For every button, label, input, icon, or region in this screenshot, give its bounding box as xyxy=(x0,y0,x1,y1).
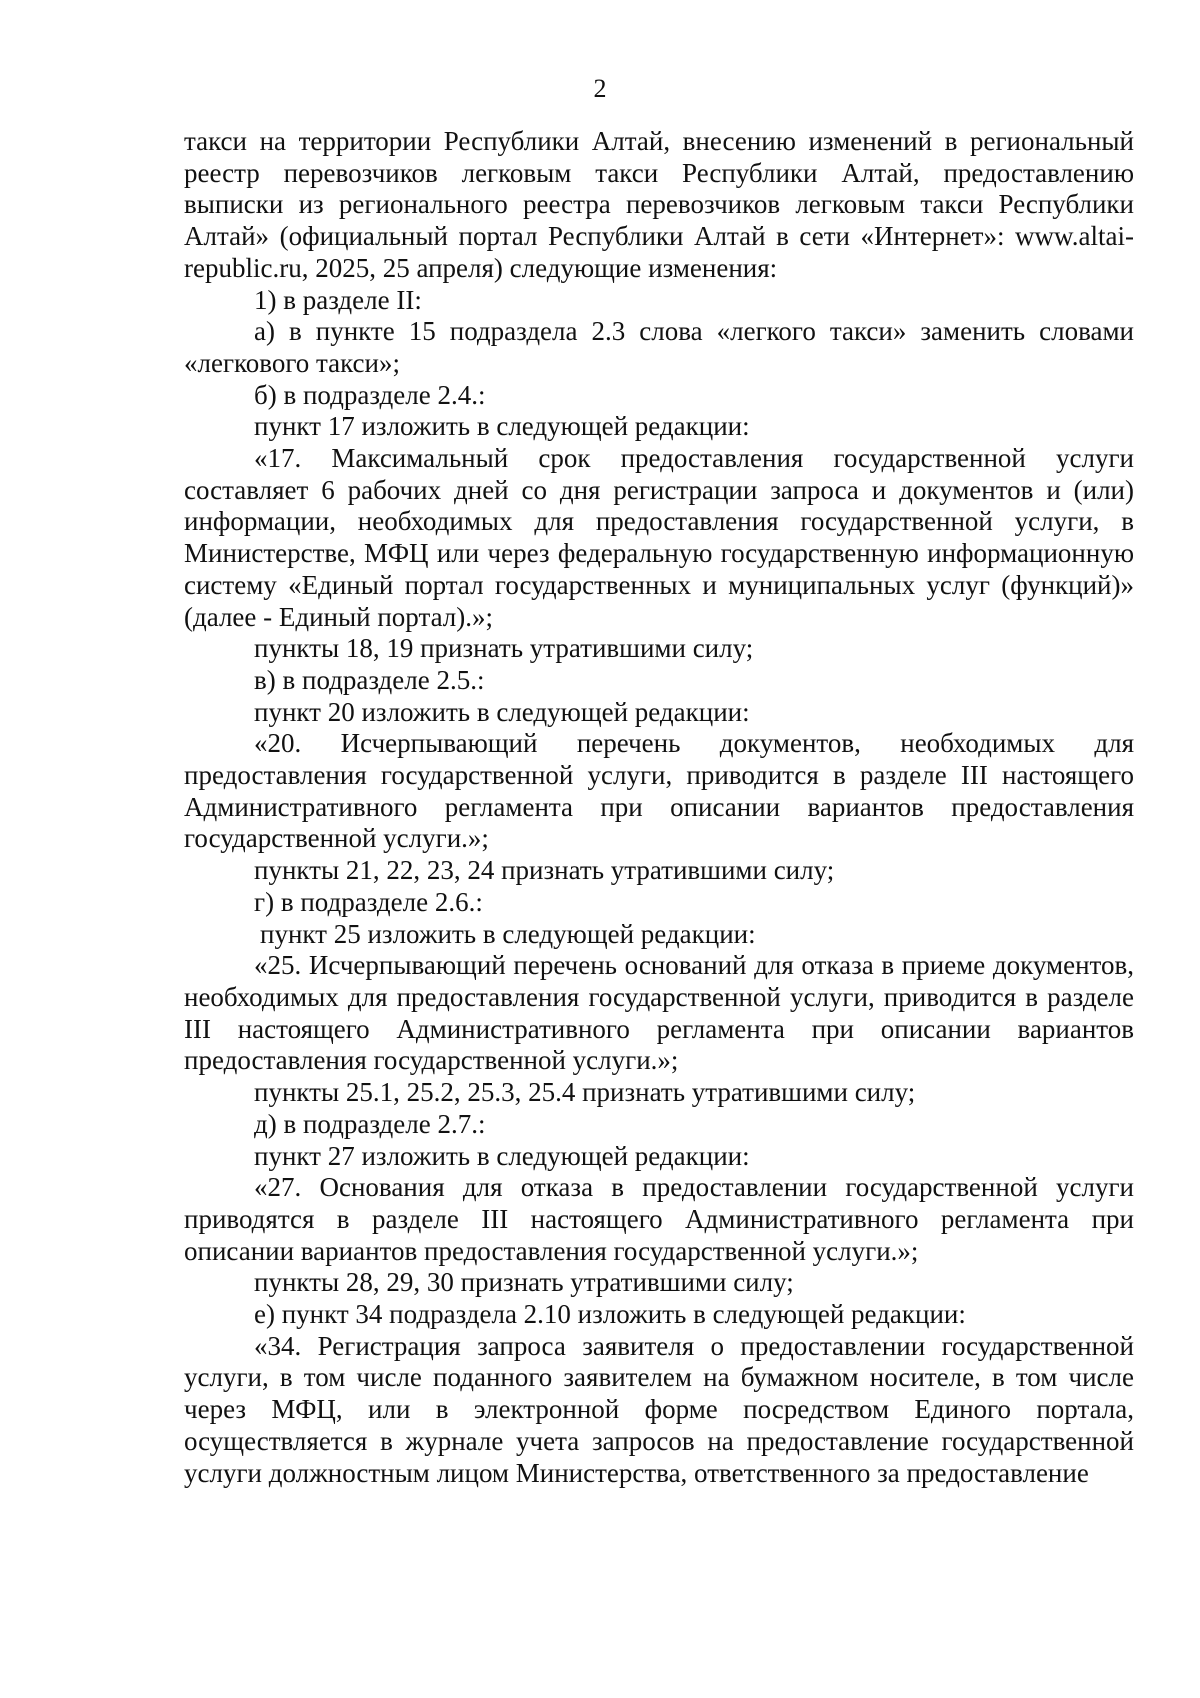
paragraph-points-25-1-25-4: пункты 25.1, 25.2, 25.3, 25.4 признать утратившими силу; xyxy=(254,1077,916,1108)
paragraph-item-a: а) в пункте 15 подраздела 2.3 слова «легкого такси» заменить словами «легкового такси»; xyxy=(184,316,1134,378)
page-number: 2 xyxy=(593,74,607,103)
paragraph-points-18-19: пункты 18, 19 признать утратившими силу; xyxy=(254,633,754,664)
paragraph-item-g: г) в подразделе 2.6.: xyxy=(254,886,483,917)
paragraph-item-e: е) пункт 34 подраздела 2.10 изложить в следующей редакции: xyxy=(254,1299,966,1330)
paragraph-point-17-intro: пункт 17 изложить в следующей редакции: xyxy=(254,411,750,442)
paragraph-section-2: 1) в разделе II: xyxy=(254,284,422,315)
paragraph-point-27-intro: пункт 27 изложить в следующей редакции: xyxy=(254,1140,750,1171)
paragraph-point-25-text: «25. Исчерпывающий перечень оснований для отказа в приеме документов, необходимых для предоставления государственной услуги, приводится в разделе III настоящего Административного регламента при описании вариантов предоставления государственной услуги.»; xyxy=(184,950,1134,1076)
paragraph-point-17-text: «17. Максимальный срок предоставления государственной услуги составляет 6 рабочих дней со дня регистрации запроса и документов и (или) информации, необходимых для предоставления государственной услуги, в Министерстве, МФЦ или через федеральную государственную информационную систему «Единый портал государственных и муниципальных услуг (функций)» (далее - Единый портал).»; xyxy=(184,443,1134,632)
paragraph-item-b: б) в подразделе 2.4.: xyxy=(254,379,486,410)
paragraph-points-28-30: пункты 28, 29, 30 признать утратившими силу; xyxy=(254,1267,794,1298)
paragraph-point-25-intro: пункт 25 изложить в следующей редакции: xyxy=(260,918,756,949)
paragraph-point-27-text: «27. Основания для отказа в предоставлении государственной услуги приводятся в разделе III настоящего Административного регламента при описании вариантов предоставления государственной услуги.»; xyxy=(184,1172,1134,1266)
paragraph-points-21-24: пункты 21, 22, 23, 24 признать утратившими силу; xyxy=(254,855,835,886)
document-body xyxy=(184,126,1134,1489)
paragraph-intro-continuation: такси на территории Республики Алтай, внесению изменений в региональный реестр перевозчиков легковым такси Республики Алтай, предоставлению выписки из регионального реестра перевозчиков легковым такси Республики Алтай» (официальный портал Республики Алтай в сети «Интернет»: www.altai-republic.ru, 2025, 25 апреля) следующие изменения: xyxy=(184,126,1134,283)
paragraph-point-20-text: «20. Исчерпывающий перечень документов, необходимых для предоставления государственной услуги, приводится в разделе III настоящего Административного регламента при описании вариантов предоставления государственной услуги.»; xyxy=(184,728,1134,854)
paragraph-point-34-text: «34. Регистрация запроса заявителя о предоставлении государственной услуги, в том числе поданного заявителем на бумажном носителе, в том числе через МФЦ, или в электронной форме посредством Единого портала, осуществляется в журнале учета запросов на предоставление государственной услуги должностным лицом Министерства, ответственного за предоставление xyxy=(184,1330,1134,1488)
paragraph-item-d: д) в подразделе 2.7.: xyxy=(254,1108,486,1139)
paragraph-item-v: в) в подразделе 2.5.: xyxy=(254,664,485,695)
paragraph-point-20-intro: пункт 20 изложить в следующей редакции: xyxy=(254,696,750,727)
